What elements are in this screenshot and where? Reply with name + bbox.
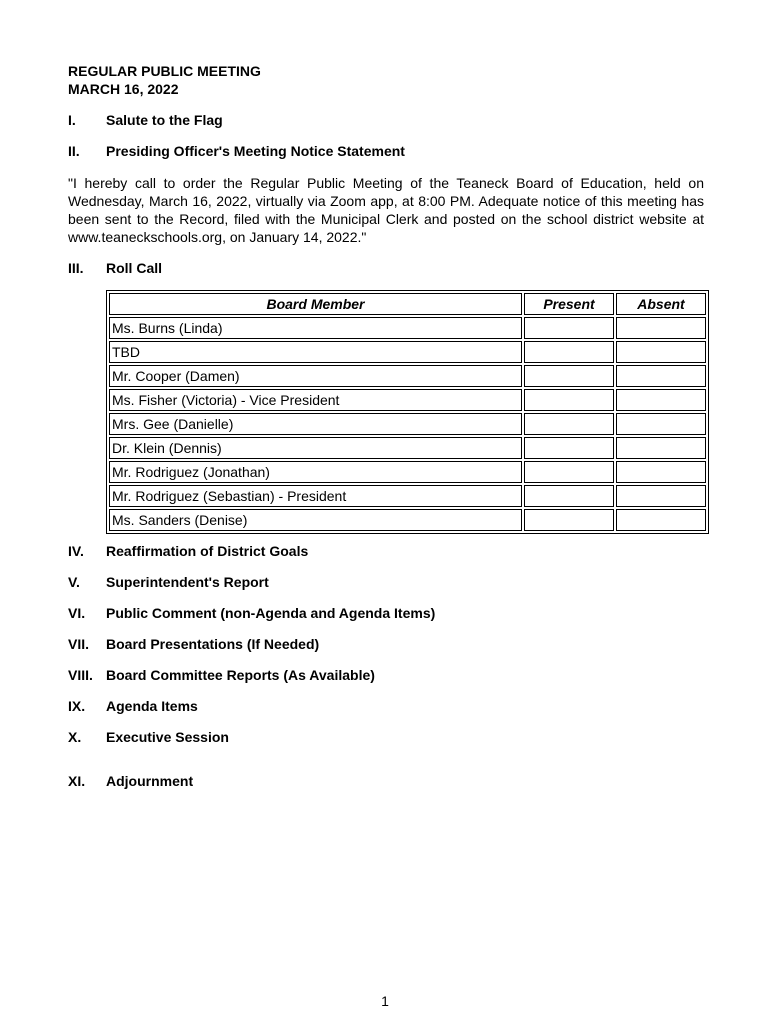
- absent-cell: [616, 485, 706, 507]
- member-name: Ms. Fisher (Victoria) - Vice President: [109, 389, 522, 411]
- member-name: Mr. Cooper (Damen): [109, 365, 522, 387]
- member-name: Mrs. Gee (Danielle): [109, 413, 522, 435]
- agenda-item-4: [68, 542, 308, 560]
- agenda-item-number: IX.: [68, 698, 86, 714]
- page-number: 1: [381, 993, 389, 1009]
- agenda-item-number: VI.: [68, 605, 86, 621]
- agenda-item-label: Agenda Items: [106, 698, 198, 714]
- table-row: [109, 365, 706, 387]
- absent-cell: [616, 341, 706, 363]
- table-row: [109, 389, 706, 411]
- agenda-item-label: Presiding Officer's Meeting Notice Statement: [106, 143, 405, 159]
- member-name: Dr. Klein (Dennis): [109, 437, 522, 459]
- agenda-item-number: II.: [68, 143, 80, 159]
- table-header-row: [109, 293, 706, 315]
- present-cell: [524, 413, 614, 435]
- agenda-item-number: VII.: [68, 636, 90, 652]
- table-row: [109, 485, 706, 507]
- agenda-item-label: Superintendent's Report: [106, 574, 269, 590]
- agenda-item-number: VIII.: [68, 667, 93, 683]
- member-name: Ms. Burns (Linda): [109, 317, 522, 339]
- table-row: [109, 341, 706, 363]
- agenda-item-11: [68, 772, 193, 790]
- member-name: Ms. Sanders (Denise): [109, 509, 522, 531]
- table-row: [109, 317, 706, 339]
- agenda-item-10: [68, 728, 229, 746]
- agenda-item-2: [68, 142, 405, 160]
- present-cell: [524, 317, 614, 339]
- notice-statement: "I hereby call to order the Regular Public Meeting of the Teaneck Board of Education, held on Wednesday, March 16, 2022, virtually via Zoom app, at 8:00 PM. Adequate notice of this meeting has been sent to the Record, filed with the Municipal Clerk and posted on the school district website at www.teaneckschools.org, on January 14, 2022.": [68, 175, 704, 245]
- present-cell: [524, 437, 614, 459]
- roll-call-table: [106, 290, 709, 534]
- absent-cell: [616, 365, 706, 387]
- present-cell: [524, 365, 614, 387]
- member-name: Mr. Rodriguez (Sebastian) - President: [109, 485, 522, 507]
- present-cell: [524, 509, 614, 531]
- agenda-item-number: IV.: [68, 543, 84, 559]
- absent-header: Absent: [616, 293, 706, 315]
- absent-cell: [616, 461, 706, 483]
- meeting-title: REGULAR PUBLIC MEETING: [68, 63, 261, 79]
- board-member-header: Board Member: [109, 293, 522, 315]
- present-cell: [524, 461, 614, 483]
- agenda-item-label: Executive Session: [106, 729, 229, 745]
- absent-cell: [616, 509, 706, 531]
- present-cell: [524, 389, 614, 411]
- agenda-item-label: Board Committee Reports (As Available): [106, 667, 375, 683]
- table-row: [109, 509, 706, 531]
- meeting-date: MARCH 16, 2022: [68, 81, 179, 97]
- agenda-item-6: [68, 604, 435, 622]
- agenda-item-7: [68, 635, 319, 653]
- table-row: [109, 461, 706, 483]
- absent-cell: [616, 413, 706, 435]
- present-header: Present: [524, 293, 614, 315]
- agenda-item-1: [68, 111, 223, 129]
- table-row: [109, 437, 706, 459]
- agenda-item-9: [68, 697, 198, 715]
- agenda-item-label: Public Comment (non-Agenda and Agenda Items): [106, 605, 436, 621]
- agenda-item-number: III.: [68, 260, 84, 276]
- member-name: Mr. Rodriguez (Jonathan): [109, 461, 522, 483]
- agenda-item-number: I.: [68, 112, 76, 128]
- absent-cell: [616, 437, 706, 459]
- member-name: TBD: [109, 341, 522, 363]
- agenda-item-label: Adjournment: [106, 773, 194, 789]
- absent-cell: [616, 317, 706, 339]
- agenda-item-number: XI.: [68, 773, 86, 789]
- agenda-item-number: X.: [68, 729, 82, 745]
- table-row: [109, 413, 706, 435]
- present-cell: [524, 341, 614, 363]
- agenda-item-number: V.: [68, 574, 80, 590]
- agenda-item-label: Roll Call: [106, 260, 163, 276]
- absent-cell: [616, 389, 706, 411]
- agenda-item-8: [68, 666, 375, 684]
- present-cell: [524, 485, 614, 507]
- agenda-item-3: [68, 259, 162, 277]
- agenda-item-label: Salute to the Flag: [106, 112, 223, 128]
- agenda-item-label: Board Presentations (If Needed): [106, 636, 320, 652]
- agenda-item-label: Reaffirmation of District Goals: [106, 543, 309, 559]
- agenda-item-5: [68, 573, 269, 591]
